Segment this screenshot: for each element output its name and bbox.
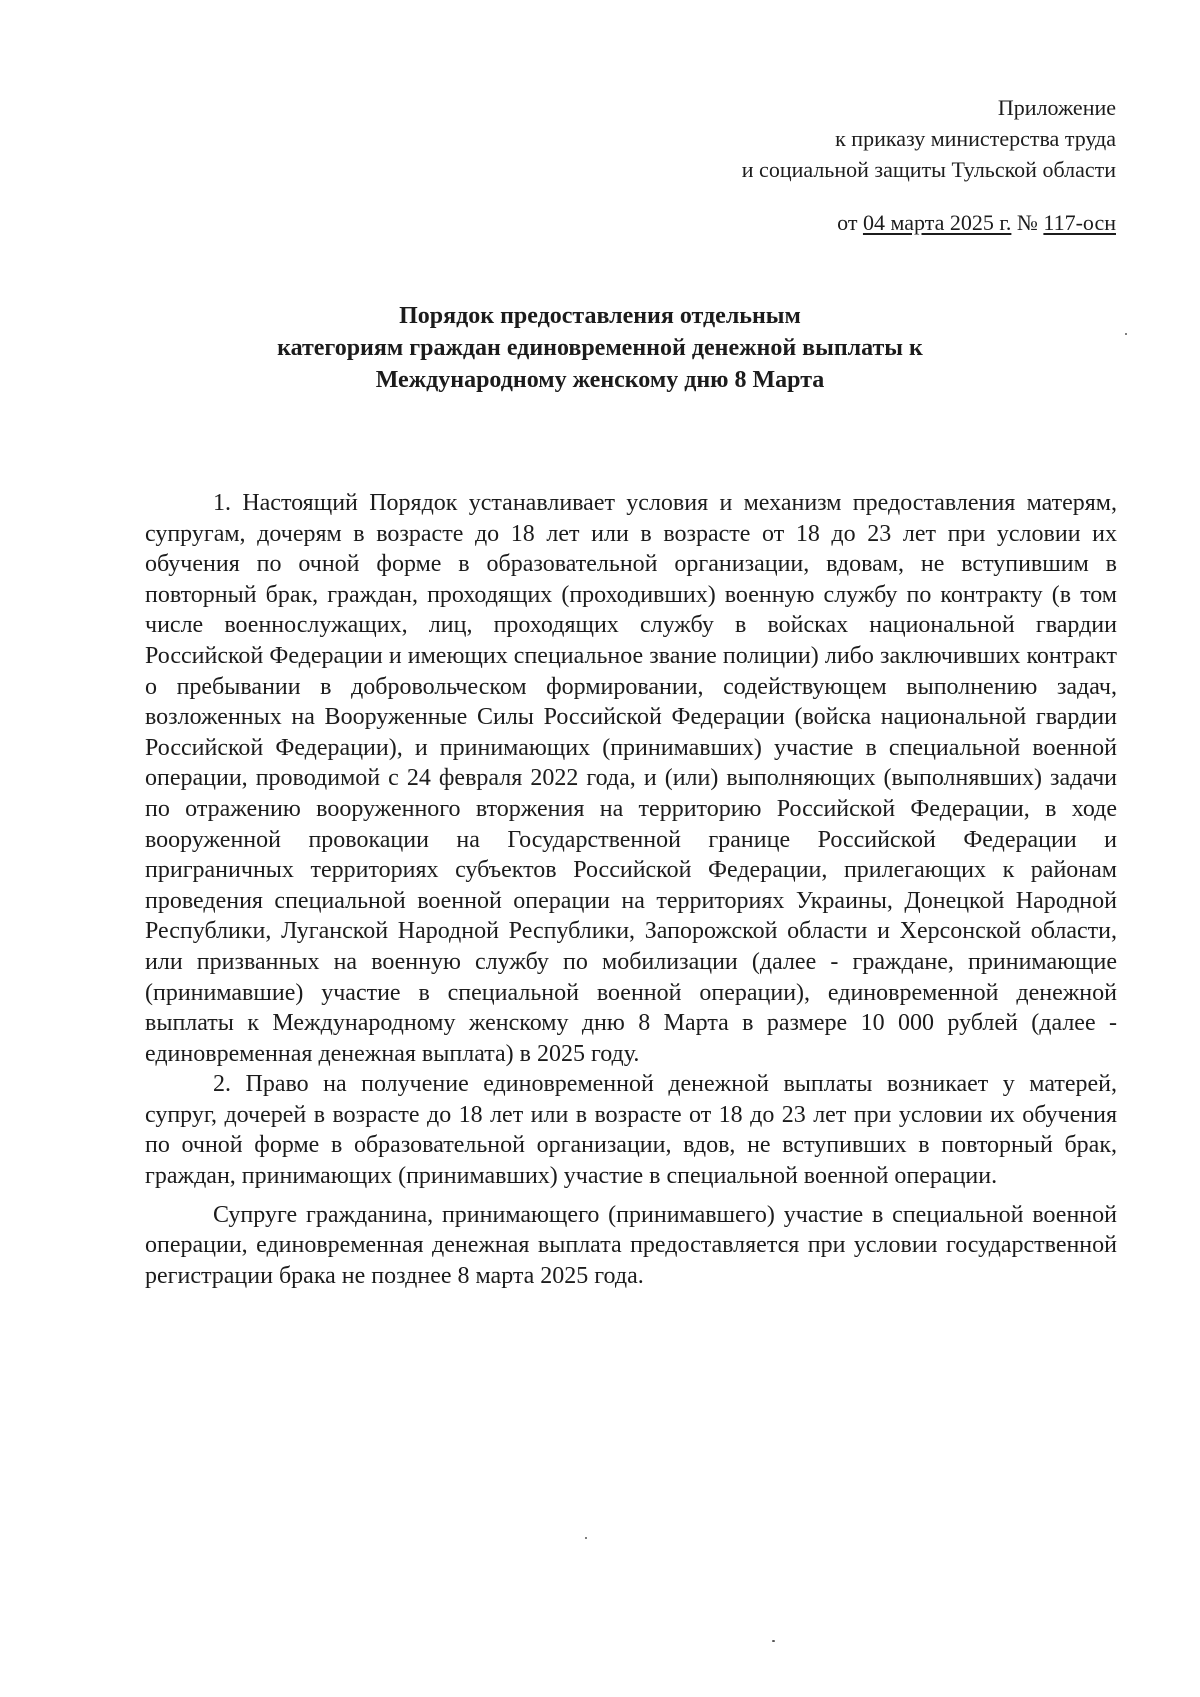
scan-speck bbox=[772, 1640, 775, 1642]
document-body bbox=[145, 488, 1117, 1291]
paragraph-3: Супруге гражданина, принимающего (принимавшего) участие в специальной военной операции, единовременная денежная выплата предоставляется при условии государственной регистрации брака не позднее 8 марта 2025 года. bbox=[145, 1201, 1117, 1289]
paragraph-2: 2. Право на получение единовременной денежной выплаты возникает у матерей, супруг, дочерей в возрасте до 18 лет или в возрасте от 18 до 23 лет при условии их обучения по очной форме в образовательной организации, вдов, не вступивших в повторный брак, граждан, принимающих (принимавших) участие в специальной военной операции. bbox=[145, 1071, 1117, 1190]
paragraph-1: 1. Настоящий Порядок устанавливает условия и механизм предоставления матерям, супругам, дочерям в возрасте до 18 лет или в возрасте от 18 до 23 лет при условии их обучения по очной форме в образовательной организации, вдовам, не вступившим в повторный брак, граждан, проходящих (проходивших) военную службу по контракту (в том числе военнослужащих, лиц, проходящих службу в войсках национальной гвардии Российской Федерации и имеющих специальное звание полиции) либо заключивших контракт о пребывании в добровольческом формировании, содействующем выполнению задач, возложенных на Вооруженные Силы Российской Федерации (войска национальной гвардии Российской Федерации), и принимающих (принимавших) участие в специальной военной операции, проводимой с 24 февраля 2022 года, и (или) выполняющих (выполнявших) задачи по отражению вооруженного вторжения на территорию Российской Федерации, в ходе вооруженной провокации на Государственной границе Российской Федерации и приграничных территориях субъектов Российской Федерации, прилегающих к районам проведения специальной военной операции на территориях Украины, Донецкой Народной Республики, Луганской Народной Республики, Запорожской области и Херсонской области, или призванных на военную службу по мобилизации (далее - граждане, принимающие (принимавшие) участие в специальной военной операции), единовременной денежной выплаты к Международному женскому дню 8 Марта в размере 10 000 рублей (далее - единовременная денежная выплата) в 2025 году. bbox=[145, 490, 1117, 1067]
order-prefix: от bbox=[837, 210, 858, 235]
appendix-header bbox=[496, 92, 1116, 185]
scan-speck bbox=[585, 1537, 587, 1539]
title-line: категориям граждан единовременной денежной выплаты к bbox=[277, 335, 923, 361]
scan-speck bbox=[1125, 333, 1127, 335]
order-date: 04 марта 2025 г. bbox=[862, 210, 1012, 235]
title-line: Порядок предоставления отдельным bbox=[399, 303, 801, 329]
document-title bbox=[150, 300, 1050, 396]
title-line: Международному женскому дню 8 Марта bbox=[375, 367, 825, 393]
appendix-line: Приложение bbox=[997, 95, 1116, 120]
order-number-sign: № bbox=[1016, 210, 1038, 235]
order-reference bbox=[496, 207, 1116, 238]
appendix-line: и социальной защиты Тульской области bbox=[741, 157, 1116, 182]
appendix-line: к приказу министерства труда bbox=[835, 126, 1116, 151]
order-number: 117-осн bbox=[1043, 210, 1116, 235]
